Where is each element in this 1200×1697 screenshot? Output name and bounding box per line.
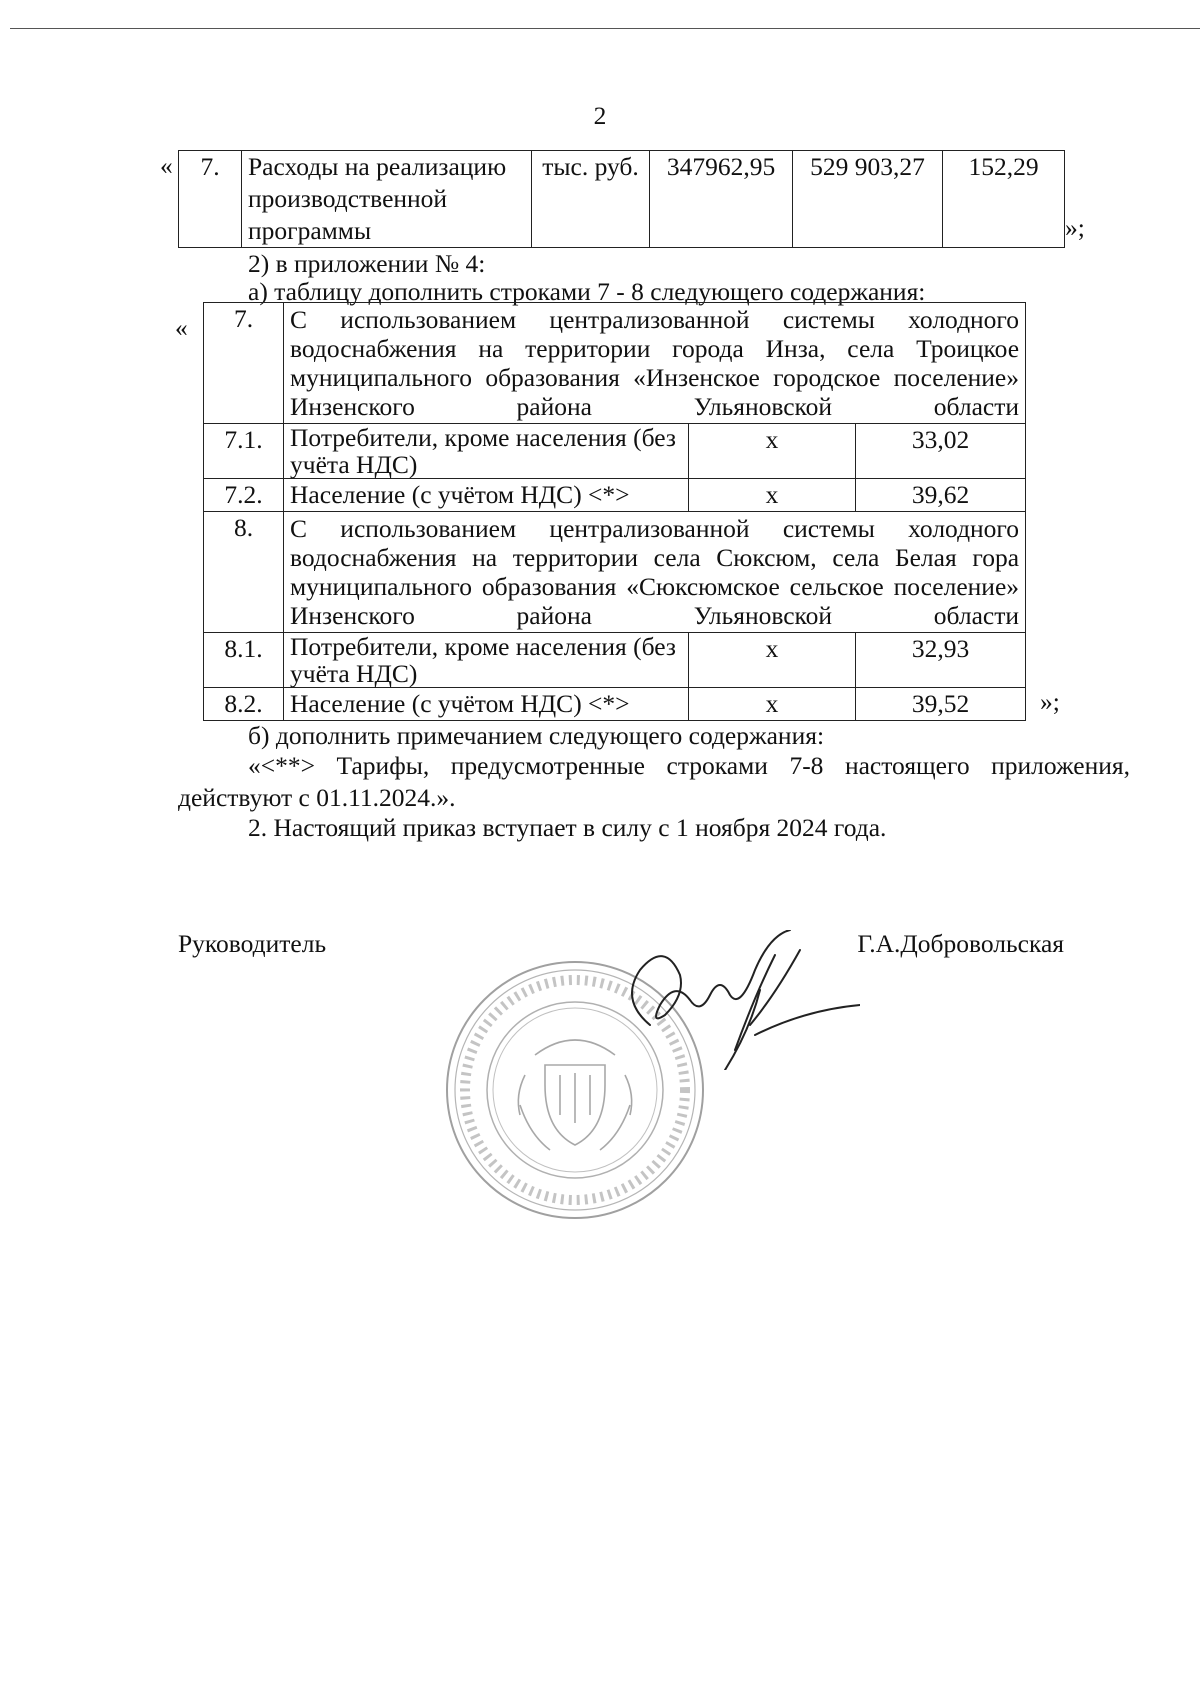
row-value: 33,02 [856, 424, 1026, 479]
table-row [204, 479, 1026, 512]
note-paragraph: «<**> Тарифы, предусмотренные строками 7-8 настоящего приложения, действуют с 01.11.2024.». [178, 751, 1130, 812]
table-row [204, 424, 1026, 479]
row-name: Население (с учётом НДС) <*> [284, 688, 689, 721]
group-title: С использованием централизованной системы холодного водоснабжения на территории села Сюксюм, села Белая гора муниципального образования «Сюксюмское сельское поселение» Инзенского района Ульяновской области [284, 512, 1026, 633]
table-row [204, 688, 1026, 721]
group-number: 8. [204, 512, 284, 633]
table1-close-quote: »; [1065, 213, 1085, 242]
table1-open-quote: « [160, 151, 173, 180]
table-group-row [204, 303, 1026, 424]
row-name: Потребители, кроме населения (без учёта НДС) [284, 424, 689, 479]
row-value: 39,52 [856, 688, 1026, 721]
page-number: 2 [593, 101, 607, 130]
row-value-1: 347962,95 [650, 151, 793, 248]
row-number: 7.1. [204, 424, 284, 479]
table-row [179, 151, 1065, 248]
row-value-2: 529 903,27 [793, 151, 943, 248]
top-rule [10, 28, 1200, 29]
row-number: 7. [179, 151, 242, 248]
table-production-program [178, 150, 1065, 248]
row-x: х [689, 479, 856, 512]
table-group-row [204, 512, 1026, 633]
row-name: Расходы на реализацию производственной программы [242, 151, 532, 248]
item-2a: а) таблицу дополнить строками 7 - 8 следующего содержания: [248, 277, 926, 306]
row-value: 32,93 [856, 633, 1026, 688]
group-number: 7. [204, 303, 284, 424]
row-x: х [689, 688, 856, 721]
final-clause: 2. Настоящий приказ вступает в силу с 1 ноября 2024 года. [248, 813, 887, 842]
table2-open-quote: « [175, 313, 188, 342]
signer-position: Руководитель [178, 929, 327, 958]
table-row [204, 633, 1026, 688]
table2-close-quote: »; [1040, 687, 1060, 716]
item-2: 2) в приложении № 4: [248, 249, 486, 278]
row-x: х [689, 424, 856, 479]
row-value-3: 152,29 [943, 151, 1065, 248]
row-number: 7.2. [204, 479, 284, 512]
row-x: х [689, 633, 856, 688]
row-number: 8.1. [204, 633, 284, 688]
signer-name: Г.А.Добровольская [857, 929, 1064, 958]
row-unit: тыс. руб. [532, 151, 650, 248]
row-number: 8.2. [204, 688, 284, 721]
table-tariffs [203, 302, 1026, 721]
row-value: 39,62 [856, 479, 1026, 512]
group-title: С использованием централизованной системы холодного водоснабжения на территории города Инза, села Троицкое муниципального образования «Инзенское городское поселение» Инзенского района Ульяновской области [284, 303, 1026, 424]
row-name: Население (с учётом НДС) <*> [284, 479, 689, 512]
item-2b: б) дополнить примечанием следующего содержания: [248, 721, 825, 750]
handwritten-signature-icon [610, 930, 860, 1070]
row-name: Потребители, кроме населения (без учёта НДС) [284, 633, 689, 688]
